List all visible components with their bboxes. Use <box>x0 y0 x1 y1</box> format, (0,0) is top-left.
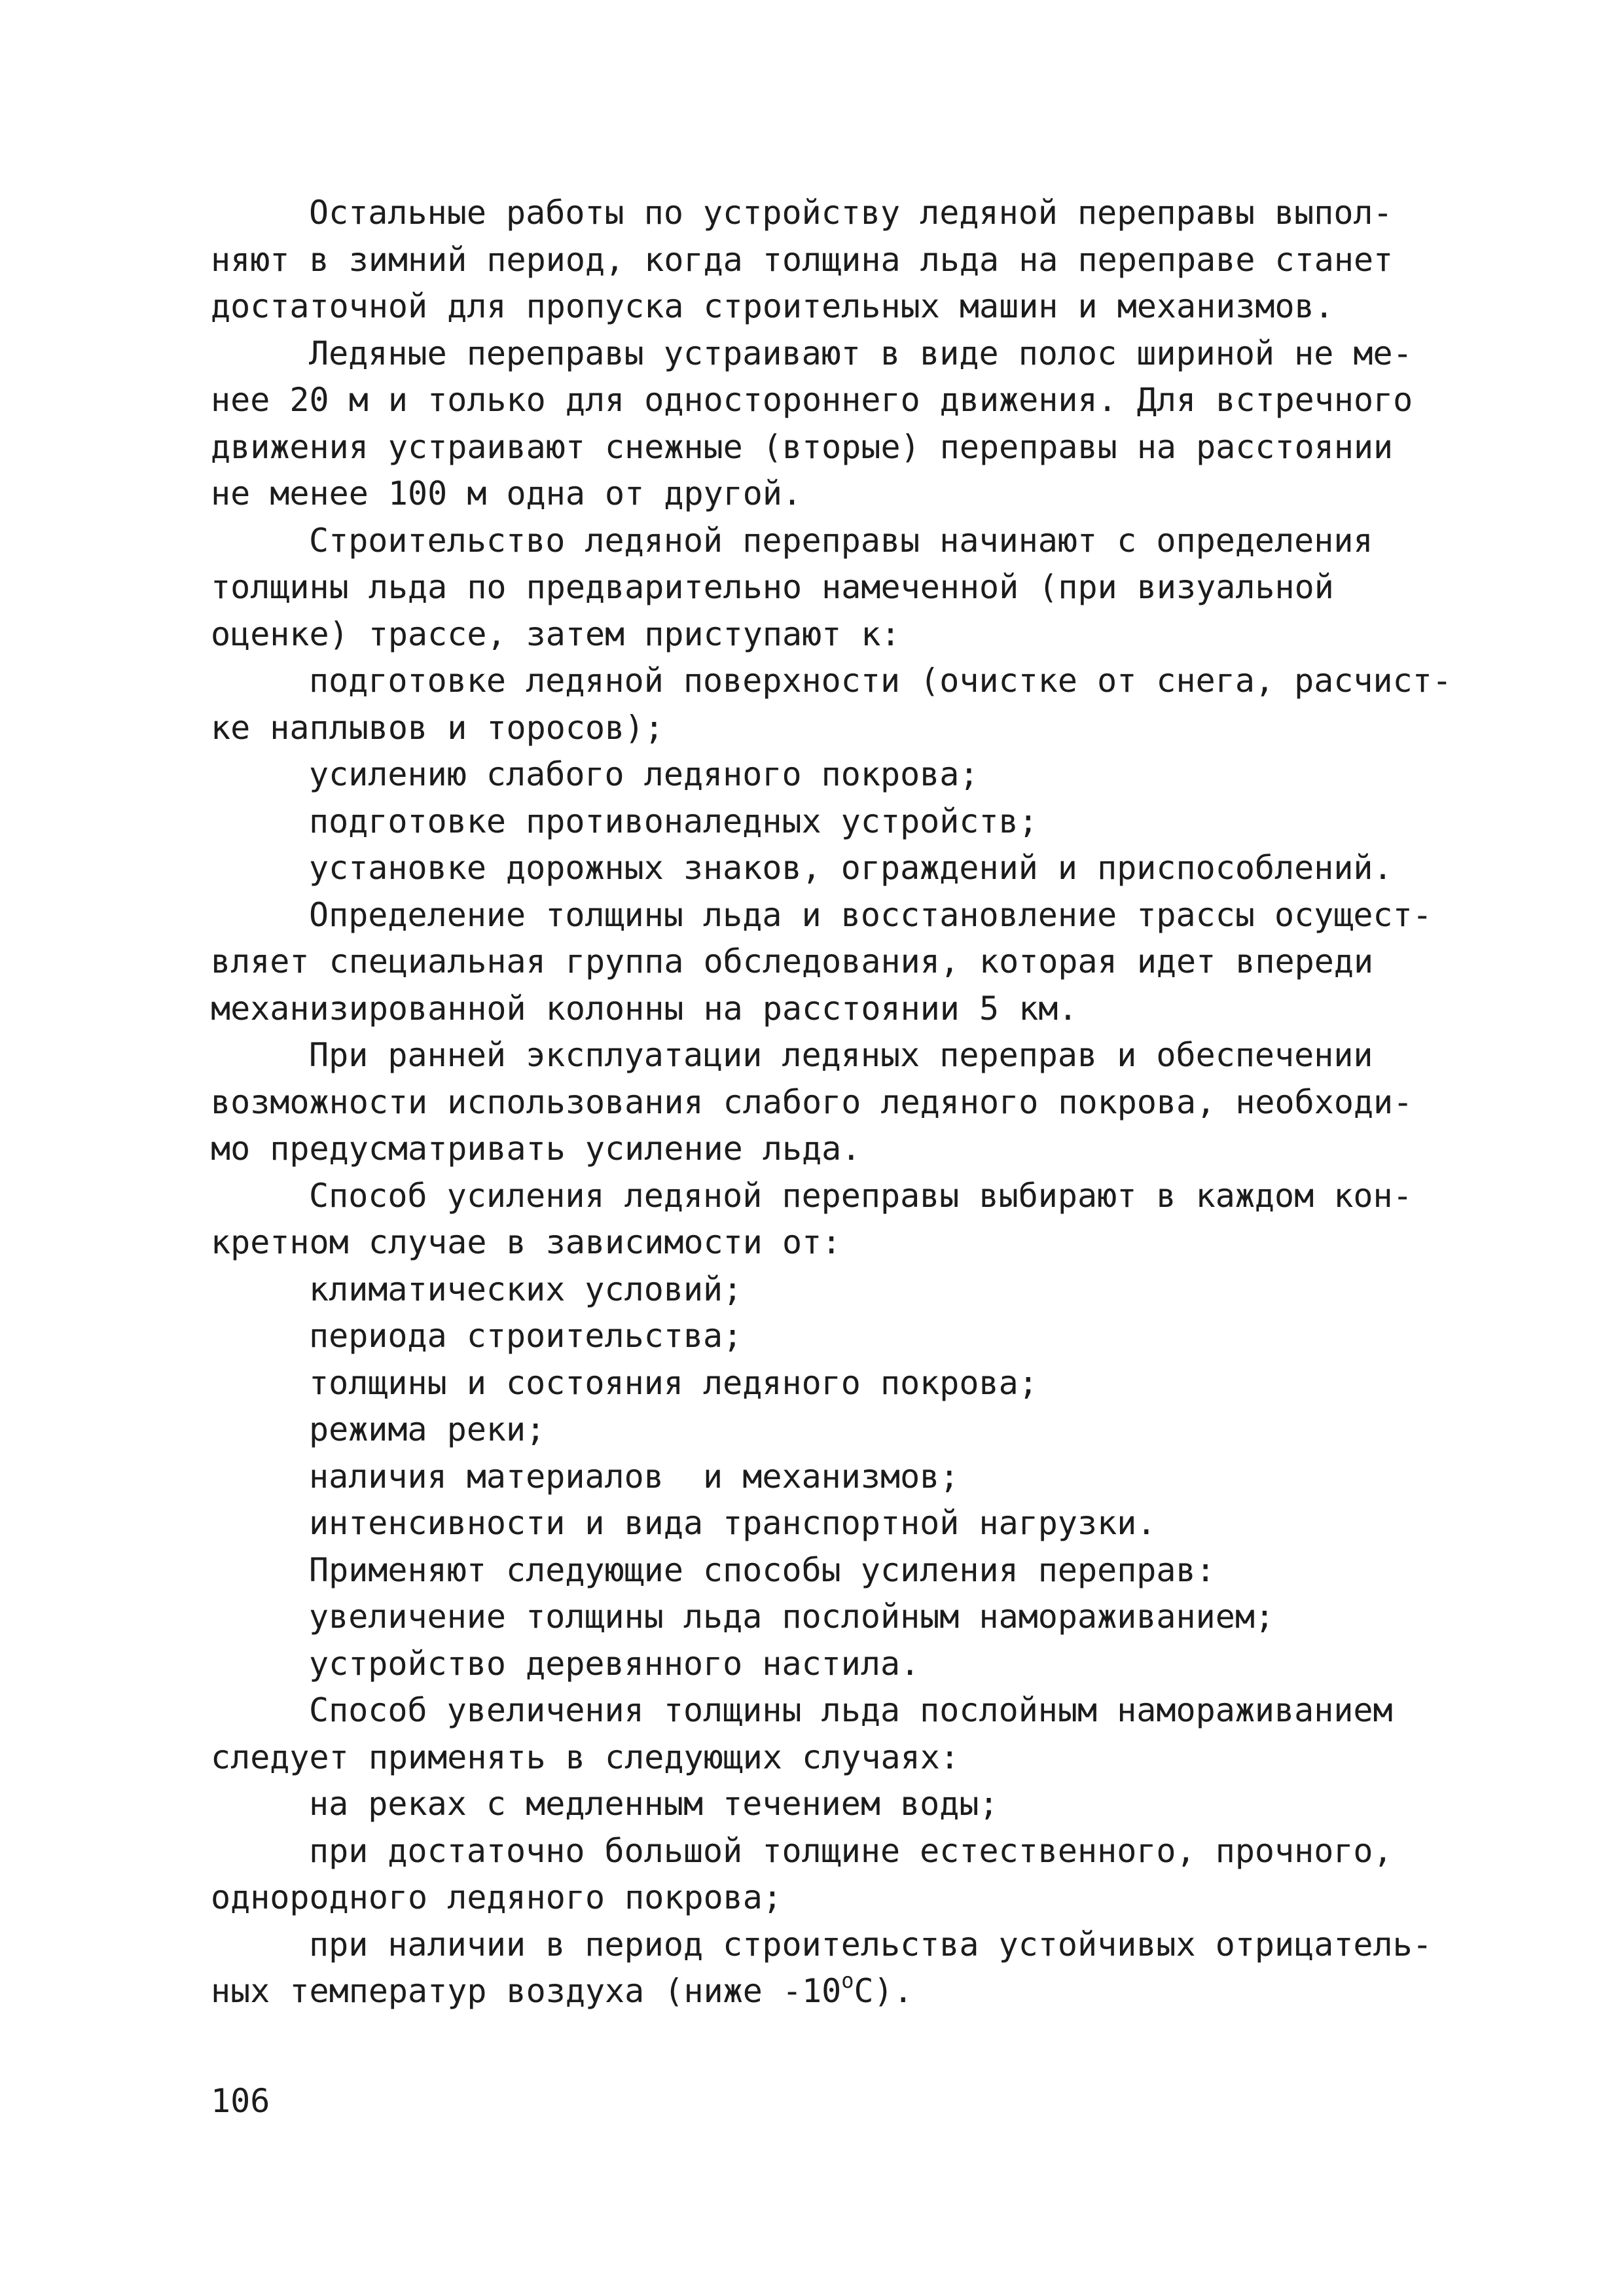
text-fragment: С). <box>854 1972 913 2010</box>
list-item-line: периода строительства; <box>309 1317 743 1355</box>
text-line: При ранней эксплуатации ледяных переправ и обеспечении <box>309 1036 1373 1074</box>
list-item-line: установке дорожных знаков, ограждений и приспособлений. <box>309 849 1393 887</box>
text-line: достаточной для пропуска строительных машин и механизмов. <box>211 287 1334 325</box>
list-item-line: усилению слабого ледяного покрова; <box>309 755 979 793</box>
degree-superscript: о <box>841 1968 854 1994</box>
text-line: мо предусматривать усиление льда. <box>211 1130 861 1168</box>
list-item-line: при наличии в период строительства устойчивых отрицатель- <box>309 1925 1432 1964</box>
text-line: нее 20 м и только для одностороннего движения. Для встречного <box>211 381 1413 419</box>
list-item-line: на реках с медленным течением воды; <box>309 1785 999 1823</box>
text-line <box>211 1968 1441 2015</box>
text-line: Определение толщины льда и восстановление трассы осущест- <box>309 895 1432 934</box>
list-item-line: режима реки; <box>309 1410 546 1448</box>
text-line: Способ усиления ледяной переправы выбирают в каждом кон- <box>309 1176 1413 1215</box>
text-line: движения устраивают снежные (вторые) переправы на расстоянии <box>211 427 1394 466</box>
body-text <box>211 190 1452 2015</box>
text-line: оценке) трассе, затем приступают к: <box>211 615 901 653</box>
text-line: Способ увеличения толщины льда послойным намораживанием <box>309 1691 1393 1729</box>
text-line: не менее 100 м одна от другой. <box>211 475 803 512</box>
list-item-line: интенсивности и вида транспортной нагрузки. <box>309 1504 1157 1542</box>
list-item-line: устройство деревянного настила. <box>309 1644 920 1683</box>
list-item-line: наличия материалов и механизмов; <box>309 1457 960 1496</box>
text-line: кретном случае в зависимости от: <box>211 1223 842 1261</box>
text-line: Применяют следующие способы усиления переправ: <box>309 1551 1216 1589</box>
text-line: следует применять в следующих случаях: <box>211 1738 960 1776</box>
text-line: вляет специальная группа обследования, которая идет впереди <box>211 942 1374 980</box>
list-item-line: подготовке ледяной поверхности (очистке от снега, расчист- <box>309 662 1452 700</box>
text-fragment: ных температур воздуха (ниже -10 <box>211 1972 842 2010</box>
list-item-line: подготовке противоналедных устройств; <box>309 802 1038 840</box>
page-number: 106 <box>211 2082 270 2120</box>
text-line: механизированной колонны на расстоянии 5 км. <box>211 989 1078 1028</box>
text-line: Остальные работы по устройству ледяной переправы выпол- <box>309 194 1393 232</box>
text-line: няют в зимний период, когда толщина льда на переправе станет <box>211 240 1394 279</box>
list-item-line: при достаточно большой толщине естественного, прочного, <box>309 1831 1393 1870</box>
text-line: Строительство ледяной переправы начинают с определения <box>309 521 1373 560</box>
text-line: возможности использования слабого ледяного покрова, необходи- <box>211 1083 1413 1121</box>
list-item-line: увеличение толщины льда послойным намораживанием; <box>309 1598 1275 1636</box>
list-item-line: климатических условий; <box>309 1270 743 1308</box>
text-line: ке наплывов и торосов); <box>211 708 664 747</box>
text-line: однородного ледяного покрова; <box>211 1878 782 1916</box>
list-item-line: толщины и состояния ледяного покрова; <box>309 1363 1038 1402</box>
text-line: толщины льда по предварительно намеченной (при визуальной <box>211 568 1334 606</box>
text-line: Ледяные переправы устраивают в виде полос шириной не ме- <box>309 334 1413 372</box>
